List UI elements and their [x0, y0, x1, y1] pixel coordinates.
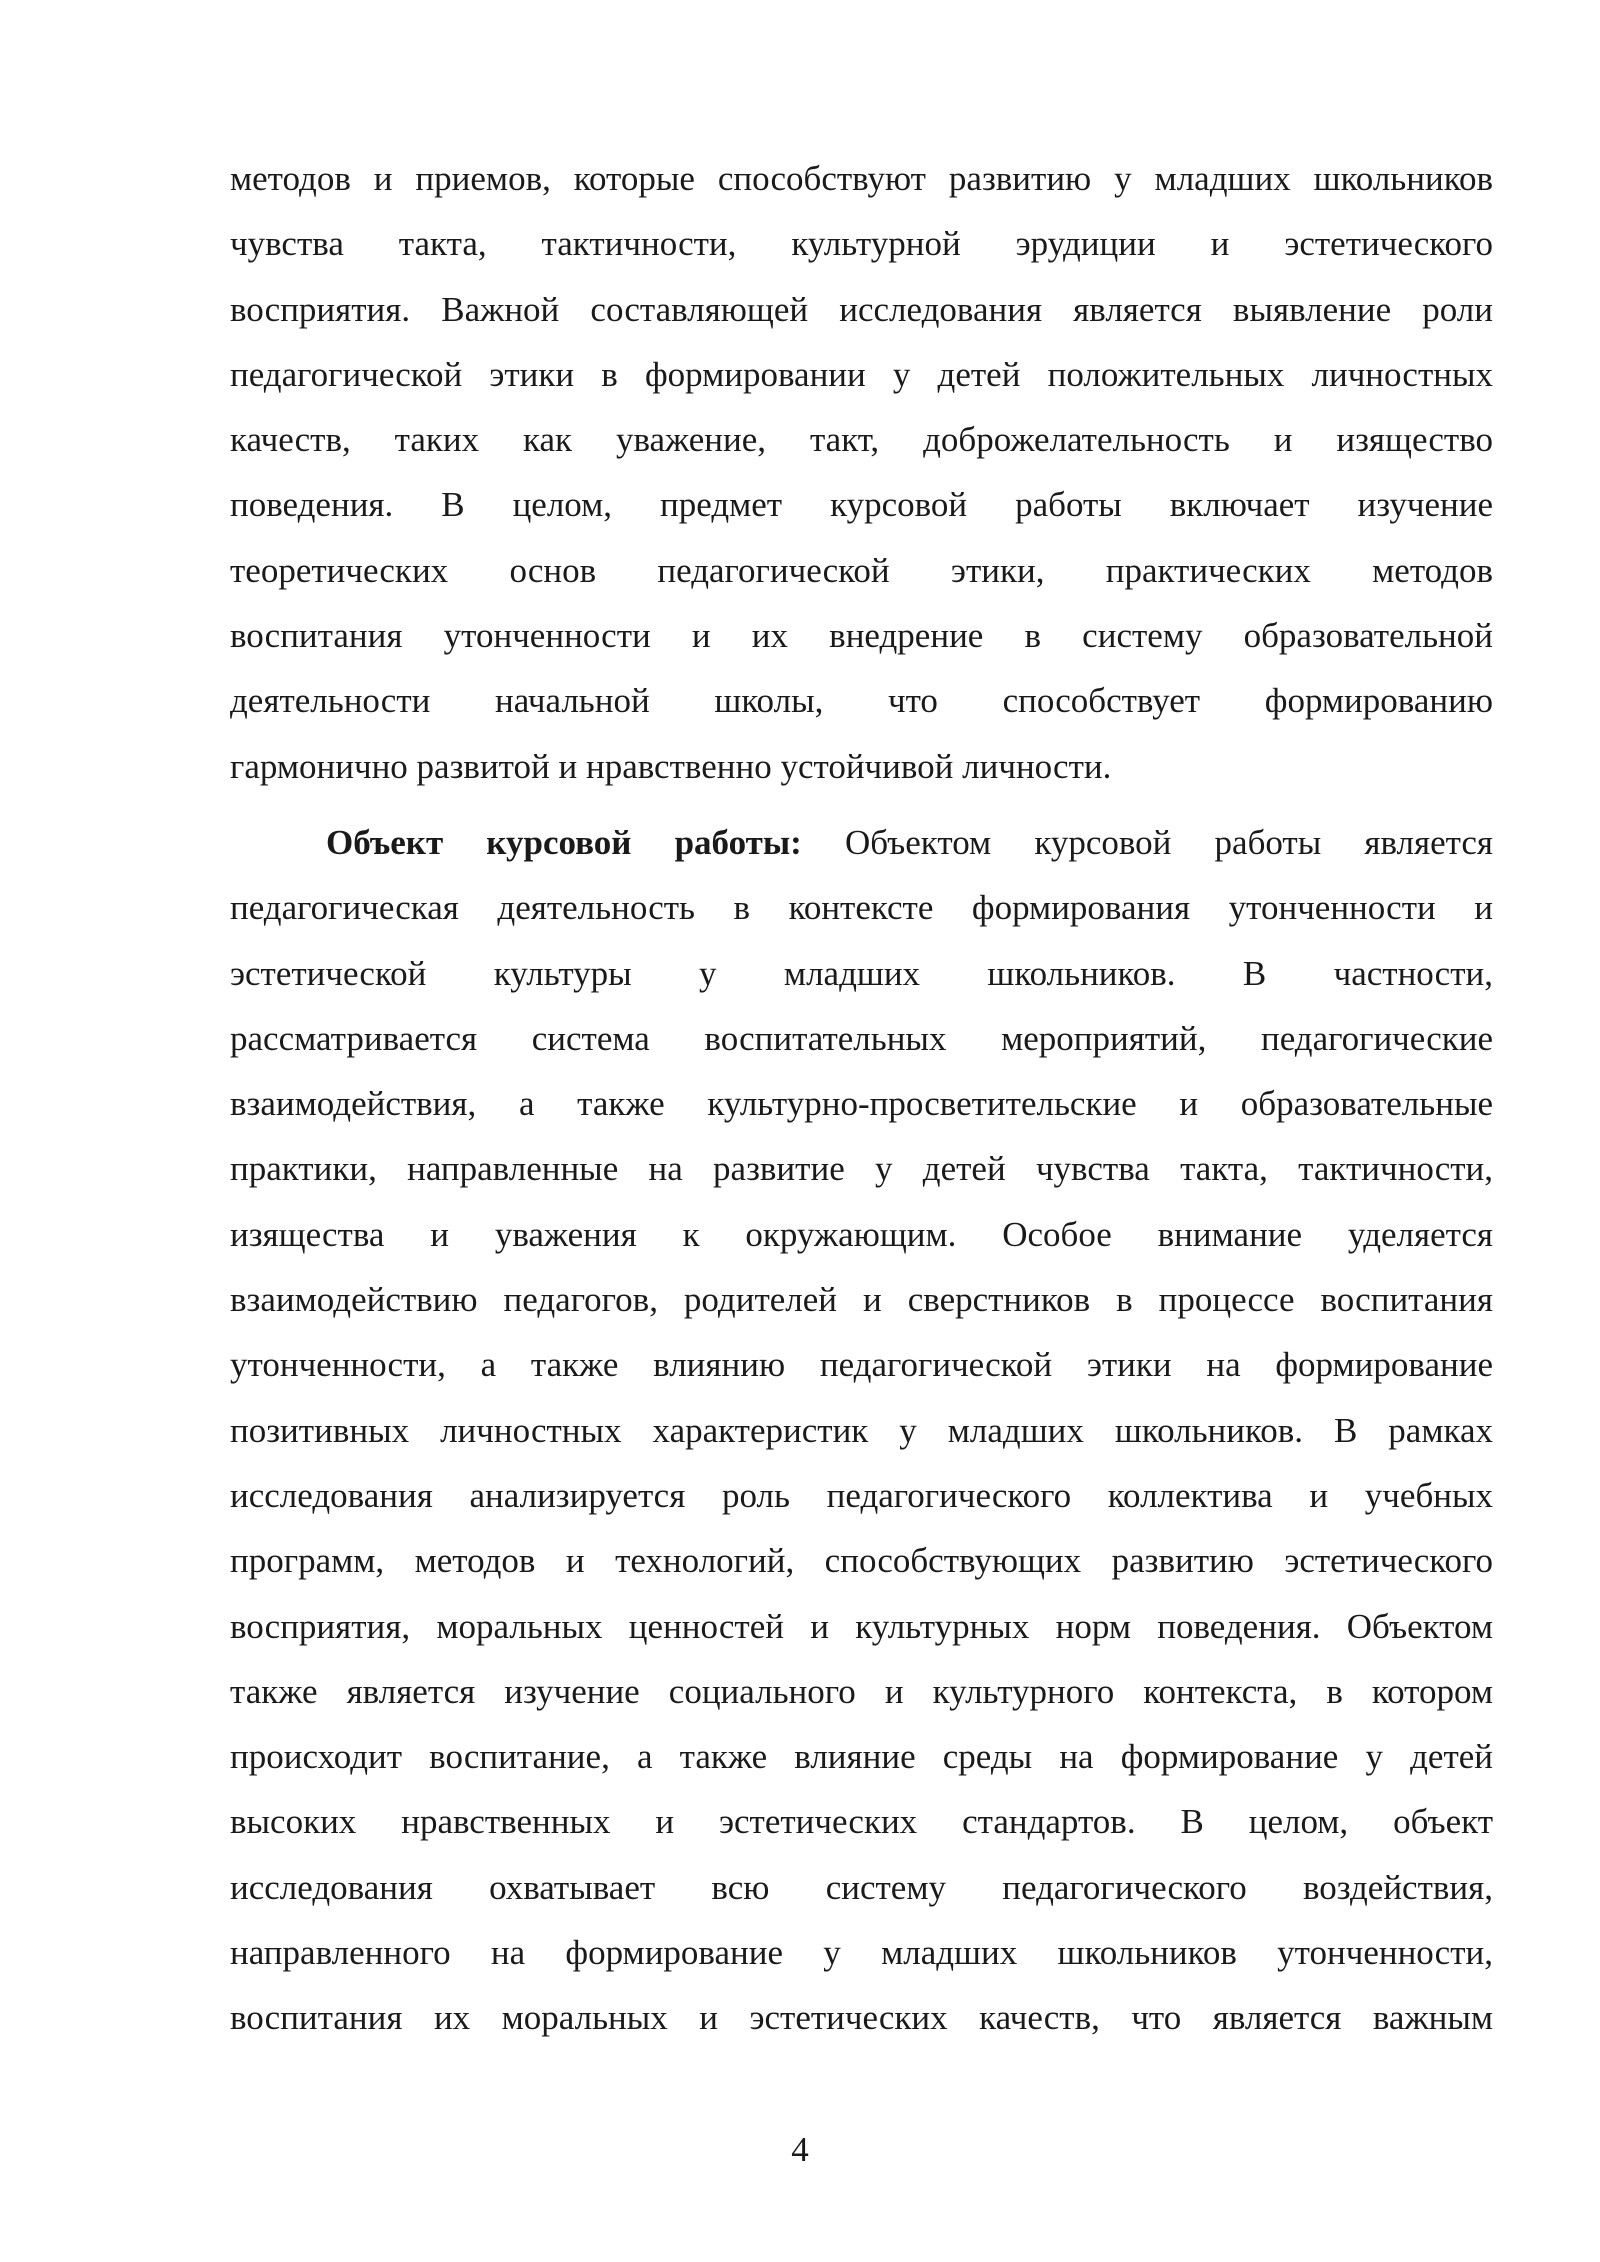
text-line: теоретических основ педагогической этики, практических методов	[230, 550, 1493, 590]
text-line: изящества и уважения к окружающим. Особое внимание уделяется	[230, 1214, 1493, 1254]
text-line: воспитания утонченности и их внедрение в систему образовательной	[230, 616, 1493, 656]
paragraph-heading: Объект курсовой работы:	[326, 823, 802, 862]
text-line: взаимодействия, а также культурно-просветительские и образовательные	[230, 1084, 1493, 1124]
heading-continuation: Объектом курсовой работы является	[801, 823, 1493, 862]
text-line: поведения. В целом, предмет курсовой работы включает изучение	[230, 485, 1493, 525]
text-line: педагогической этики в формировании у детей положительных личностных	[230, 354, 1493, 394]
text-line: также является изучение социального и культурного контекста, в котором	[230, 1671, 1493, 1711]
text-line: качеств, таких как уважение, такт, доброжелательность и изящество	[230, 420, 1493, 460]
text-line: исследования охватывает всю систему педагогического воздействия,	[230, 1867, 1493, 1907]
text-line: педагогическая деятельность в контексте формирования утонченности и	[230, 888, 1493, 928]
text-line-first	[230, 810, 1493, 875]
text-line: направленного на формирование у младших школьников утонченности,	[230, 1933, 1493, 1973]
text-line: практики, направленные на развитие у детей чувства такта, тактичности,	[230, 1149, 1493, 1189]
text-line: методов и приемов, которые способствуют развитию у младших школьников	[230, 159, 1493, 198]
text-line: эстетической культуры у младших школьников. В частности,	[230, 953, 1493, 993]
text-line: рассматривается система воспитательных мероприятий, педагогические	[230, 1018, 1493, 1058]
text-line: воспитания их моральных и эстетических качеств, что является важным	[230, 1998, 1493, 2038]
text-line: восприятия, моральных ценностей и культурных норм поведения. Объектом	[230, 1606, 1493, 1646]
text-line: утонченности, а также влиянию педагогической этики на формирование	[230, 1345, 1493, 1385]
text-line: восприятия. Важной составляющей исследования является выявление роли	[230, 289, 1493, 329]
text-line: чувства такта, тактичности, культурной эрудиции и эстетического	[230, 224, 1493, 264]
text-line: взаимодействию педагогов, родителей и сверстников в процессе воспитания	[230, 1280, 1493, 1320]
paragraph-object-of-work	[230, 810, 1493, 2051]
text-line: исследования анализируется роль педагогического коллектива и учебных	[230, 1475, 1493, 1515]
paragraph-subject-continuation	[230, 146, 1493, 799]
text-line: позитивных личностных характеристик у младших школьников. В рамках	[230, 1410, 1493, 1450]
page-number: 4	[791, 2130, 809, 2169]
text-line: деятельности начальной школы, что способствует формированию	[230, 681, 1493, 721]
text-line: происходит воспитание, а также влияние среды на формирование у детей	[230, 1737, 1493, 1777]
text-line: высоких нравственных и эстетических стандартов. В целом, объект	[230, 1802, 1493, 1842]
text-line: программ, методов и технологий, способствующих развитию эстетического	[230, 1541, 1493, 1581]
text-line: гармонично развитой и нравственно устойчивой личности.	[230, 746, 1112, 786]
